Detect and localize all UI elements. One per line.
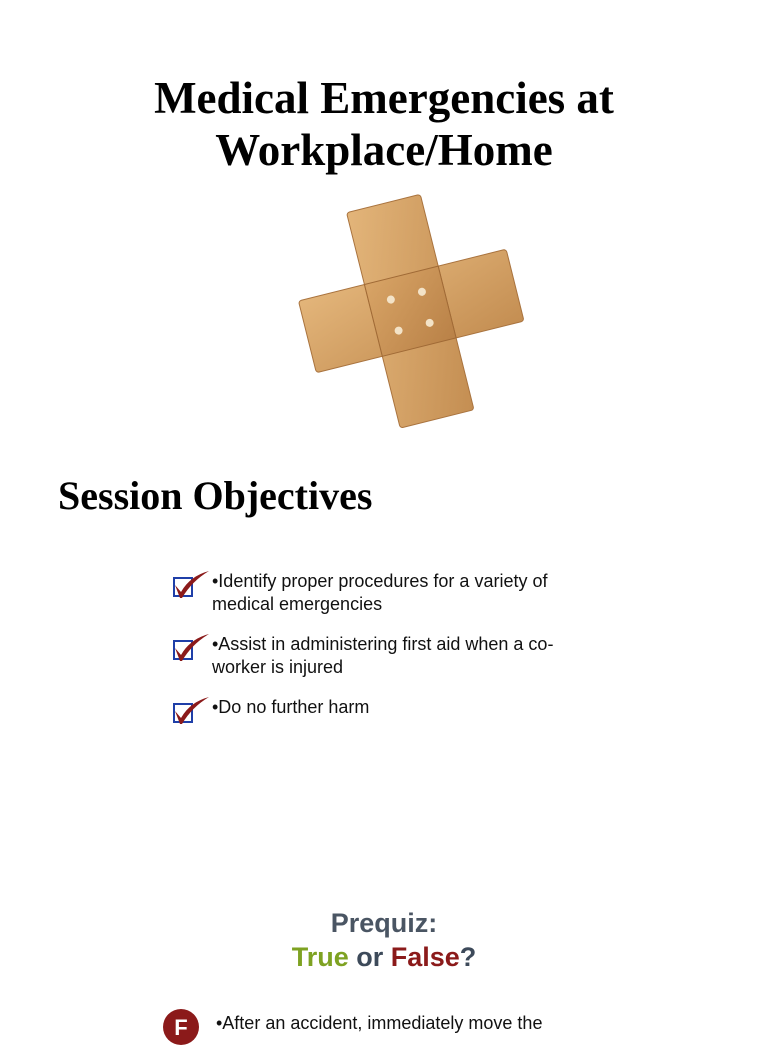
question-mark: ? xyxy=(459,942,477,972)
section-title: Session Objectives xyxy=(58,473,373,518)
objective-item xyxy=(172,696,592,719)
slide-title-line-2: Workplace/Home xyxy=(215,125,553,175)
prequiz-heading xyxy=(0,906,768,974)
objective-item xyxy=(172,570,592,616)
false-badge-icon xyxy=(162,1008,200,1046)
objective-text: •Identify proper procedures for a variety of medical emergencies xyxy=(212,571,548,614)
objectives-list xyxy=(172,570,592,736)
objective-text: •Assist in administering first aid when a co-worker is injured xyxy=(212,634,554,677)
objective-text: •Do no further harm xyxy=(212,697,370,717)
prequiz-title: Prequiz: xyxy=(330,908,438,938)
checkbox-check-icon xyxy=(172,570,212,600)
quiz-item-text: •After an accident, immediately move the xyxy=(216,1013,543,1033)
prequiz-subtitle xyxy=(0,940,768,974)
or-word: or xyxy=(356,942,384,972)
slide-title-line-1: Medical Emergencies at xyxy=(154,73,614,123)
quiz-item xyxy=(160,1004,720,1044)
true-word: True xyxy=(291,942,349,972)
bandage-cross-icon xyxy=(286,190,536,430)
checkbox-check-icon xyxy=(172,633,212,663)
checkbox-check-icon xyxy=(172,696,212,726)
false-word: False xyxy=(390,942,460,972)
objective-item xyxy=(172,633,592,679)
slide-title xyxy=(0,72,768,176)
false-badge-letter: F xyxy=(174,1015,188,1040)
